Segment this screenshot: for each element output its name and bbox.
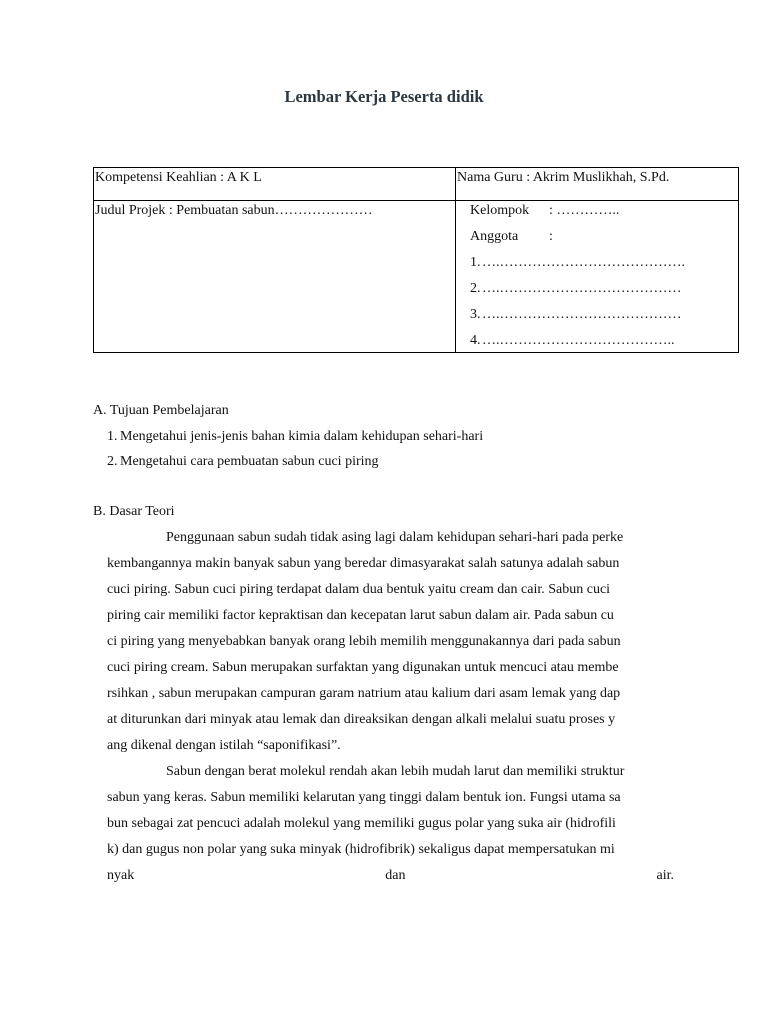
section-a-heading: A. Tujuan Pembelajaran xyxy=(93,403,229,418)
list-number: 1. xyxy=(107,429,118,444)
member-number: 3. xyxy=(470,307,481,322)
anggota-row xyxy=(470,228,685,254)
paragraph-line: at diturunkan dari minyak atau lemak dan direaksikan dengan alkali melalui suatu proses y xyxy=(107,712,616,727)
list-number: 2. xyxy=(107,454,118,469)
member-number: 2. xyxy=(470,281,481,296)
kelompok-value: : ………….. xyxy=(549,203,620,218)
paragraph-word: dan xyxy=(385,868,406,883)
paragraph-line: kembangannya makin banyak sabun yang beredar dimasyarakat salah satunya adalah sabun xyxy=(107,556,620,571)
project-info-table xyxy=(93,167,739,353)
document-title: Lembar Kerja Peserta didik xyxy=(284,87,484,106)
paragraph-word: nyak xyxy=(107,868,135,883)
group-info xyxy=(470,202,685,358)
paragraph-line: Penggunaan sabun sudah tidak asing lagi dalam kehidupan sehari-hari pada perke xyxy=(166,530,624,545)
paragraph-line: k) dan gugus non polar yang suka minyak (hidrofibrik) sekaligus dapat mempersatukan mi xyxy=(107,842,615,857)
paragraph-line: piring cair memiliki factor kepraktisan dan kecepatan larut sabun dalam air. Pada sabun cu xyxy=(107,608,614,623)
paragraph-line: rsihkan , sabun merupakan campuran garam natrium atau kalium dari asam lemak yang dap xyxy=(107,686,621,701)
list-item xyxy=(107,453,483,478)
paragraph-line: cuci piring. Sabun cuci piring terdapat dalam dua bentuk yaitu cream dan cair. Sabun cuci xyxy=(107,582,611,597)
member-row xyxy=(470,332,685,358)
member-number: 1. xyxy=(470,255,481,270)
theory-text xyxy=(107,529,674,893)
anggota-value: : xyxy=(549,229,553,244)
member-row xyxy=(470,254,685,280)
paragraph-line: ang dikenal dengan istilah “saponifikasi”. xyxy=(107,738,341,753)
paragraph-last-line xyxy=(107,867,674,893)
section-b-heading: B. Dasar Teori xyxy=(93,504,175,519)
list-text: Mengetahui jenis-jenis bahan kimia dalam kehidupan sehari-hari xyxy=(120,429,484,444)
guru-cell: Nama Guru : Akrim Muslikhah, S.Pd. xyxy=(457,170,670,185)
kelompok-label: Kelompok xyxy=(470,203,530,218)
paragraph-line: Sabun dengan berat molekul rendah akan lebih mudah larut dan memiliki struktur xyxy=(166,764,625,779)
member-row xyxy=(470,280,685,306)
member-blank: ….…………………………………. xyxy=(482,255,685,270)
member-blank: ….……………………………….. xyxy=(482,333,675,348)
list-text: Mengetahui cara pembuatan sabun cuci piring xyxy=(120,454,379,469)
kelompok-row xyxy=(470,202,685,228)
member-number: 4. xyxy=(470,333,481,348)
paragraph-line: cuci piring cream. Sabun merupakan surfaktan yang digunakan untuk mencuci atau membe xyxy=(107,660,619,675)
anggota-label: Anggota xyxy=(470,229,519,244)
judul-projek-cell: Judul Projek : Pembuatan sabun………………… xyxy=(95,203,373,218)
paragraph-word: air. xyxy=(656,868,674,883)
member-row xyxy=(470,306,685,332)
kompetensi-cell: Kompetensi Keahlian : A K L xyxy=(95,170,262,185)
paragraph-line: sabun yang keras. Sabun memiliki kelarutan yang tinggi dalam bentuk ion. Fungsi utama sa xyxy=(107,790,621,805)
member-blank: ….………………………………… xyxy=(482,307,682,322)
paragraph-line: ci piring yang menyebabkan banyak orang lebih memilih menggunakannya dari pada sabun xyxy=(107,634,621,649)
paragraph-line: bun sebagai zat pencuci adalah molekul yang memiliki gugus polar yang suka air (hidrofili xyxy=(107,816,616,831)
table-column-divider xyxy=(455,168,456,352)
learning-objectives-list xyxy=(107,428,483,478)
list-item xyxy=(107,428,483,453)
table-row-divider xyxy=(94,200,738,201)
member-blank: ….………………………………… xyxy=(482,281,682,296)
